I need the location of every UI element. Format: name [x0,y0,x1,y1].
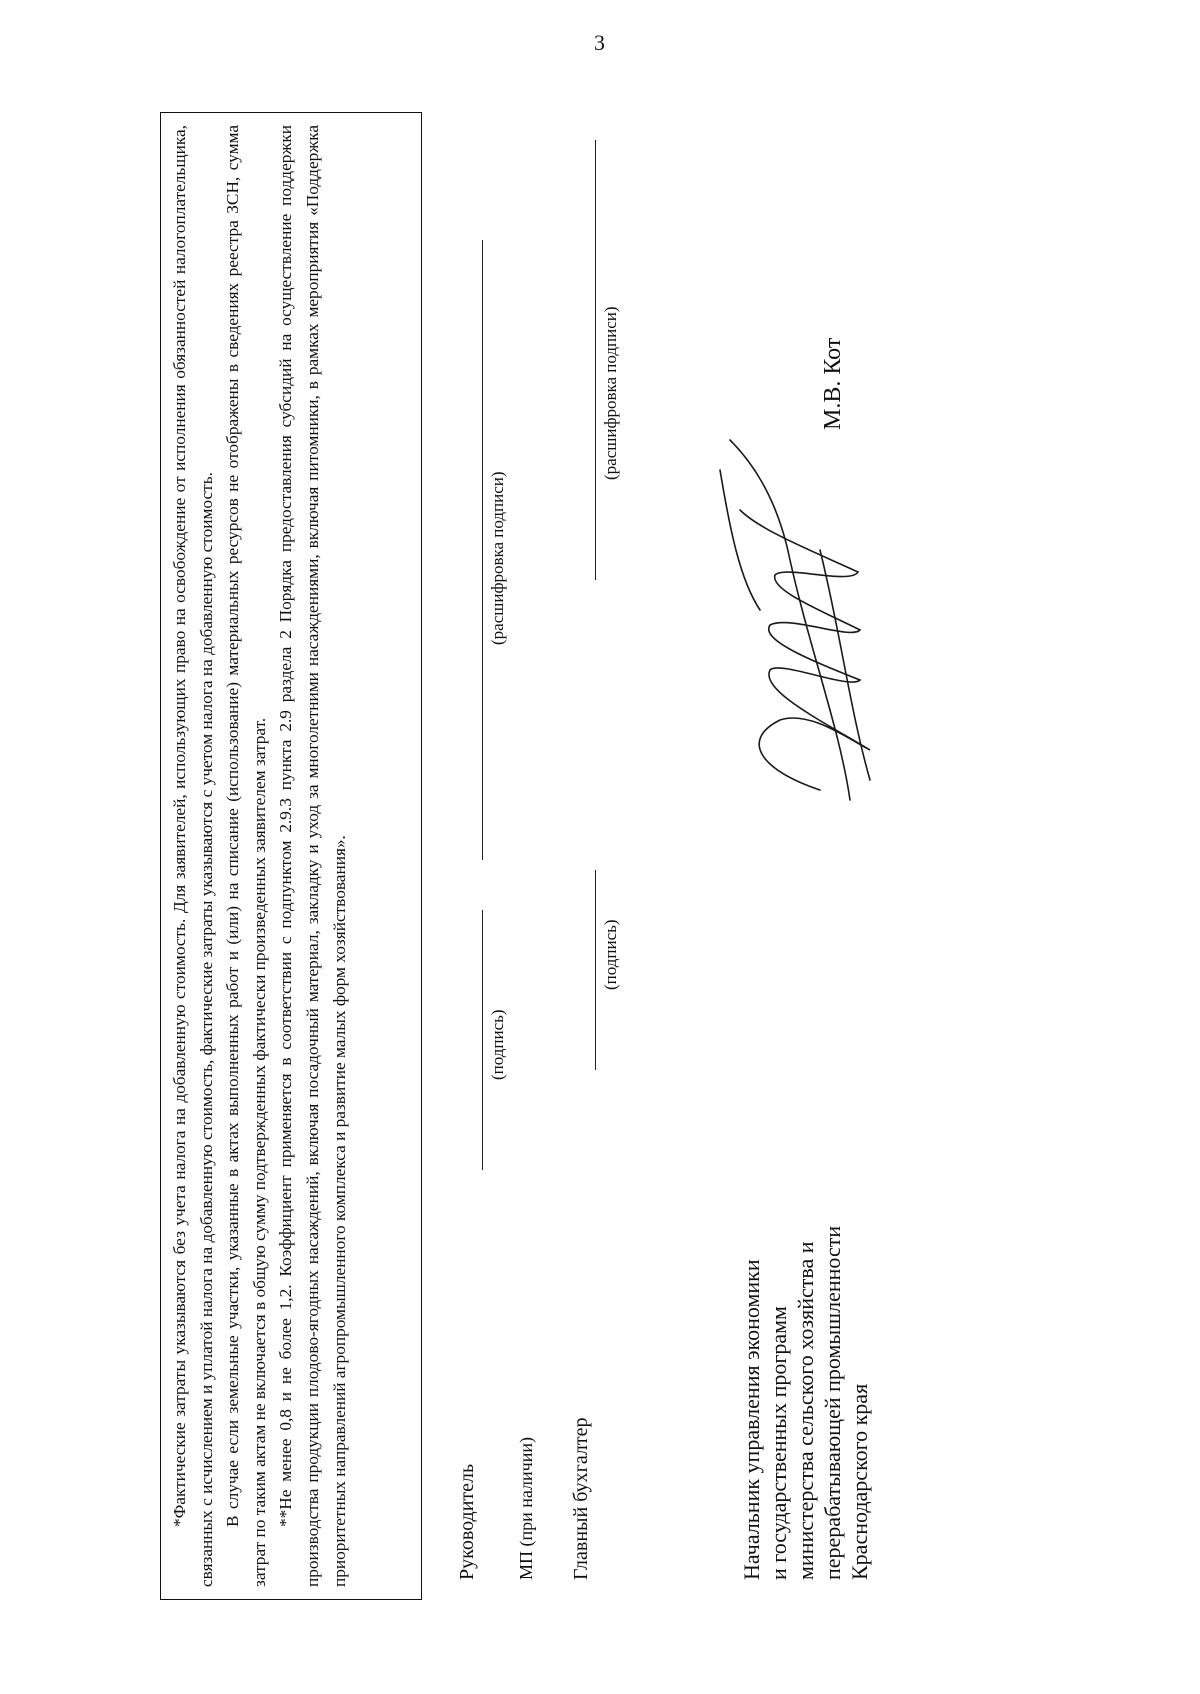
footnote-vat: *Фактические затраты указываются без учета налога на добавленную стоимость. Для заявителей, использующих право на освобождение от исполнения обязанностей налогоплательщика, связанных с исчислением и уплатой налога на добавленную стоимость, фактические затраты указываются с учетом налога на добавленную стоимость. [170,125,216,1587]
accountant-signature-caption: (подпись) [601,919,620,990]
head-decoding-caption: (расшифровка подписи) [488,471,507,645]
signer-name: М.В. Кот [820,337,846,430]
accountant-label: Главный бухгалтер [570,1417,592,1580]
footnote-coefficient: **Не менее 0,8 и не более 1,2. Коэффициент применяется в соответствии с подпунктом 2.9.3 пункта 2.9 раздела 2 Порядка предоставления субсидий на осуществление поддержки производства продукции плодово-ягодных насаждений, включая посадочный материал, закладку и уход за многолетними насаждениями, включая питомники, в рамках мероприятия «Поддержка приоритетных направлений агропромышленного комплекса и развитие малых форм хозяйствования». [276,125,349,1587]
footnote-land-plots: В случае если земельные участки, указанные в актах выполненных работ и (или) на списание (использование) материальных ресурсов не отображены в сведениях реестра ЗСН, сумма затрат по таким актам не включается в общую сумму подтвержденных фактически произведенных заявителем затрат. [223,125,269,1587]
stamp-label: МП (при наличии) [516,1437,536,1580]
head-label: Руководитель [456,1463,478,1580]
accountant-signature-line [595,870,596,1070]
position-line: министерства сельского хозяйства и [793,1241,818,1580]
position-line: перерабатывающей промышленности [820,1225,845,1580]
head-signature-line [482,910,483,1170]
official-position [738,1226,873,1580]
position-line: Краснодарского края [847,1383,872,1580]
accountant-decoding-caption: (расшифровка подписи) [601,306,620,480]
footnotes-box [160,112,422,1600]
position-line: Начальник управления экономики [739,1259,764,1580]
rotated-page-content [160,100,920,1600]
head-signature-caption: (подпись) [488,1009,507,1080]
head-decoding-line [482,240,483,860]
handwritten-signature [700,430,900,810]
page-number: 3 [594,30,605,55]
accountant-decoding-line [595,140,596,580]
position-line: и государственных программ [766,1306,791,1580]
